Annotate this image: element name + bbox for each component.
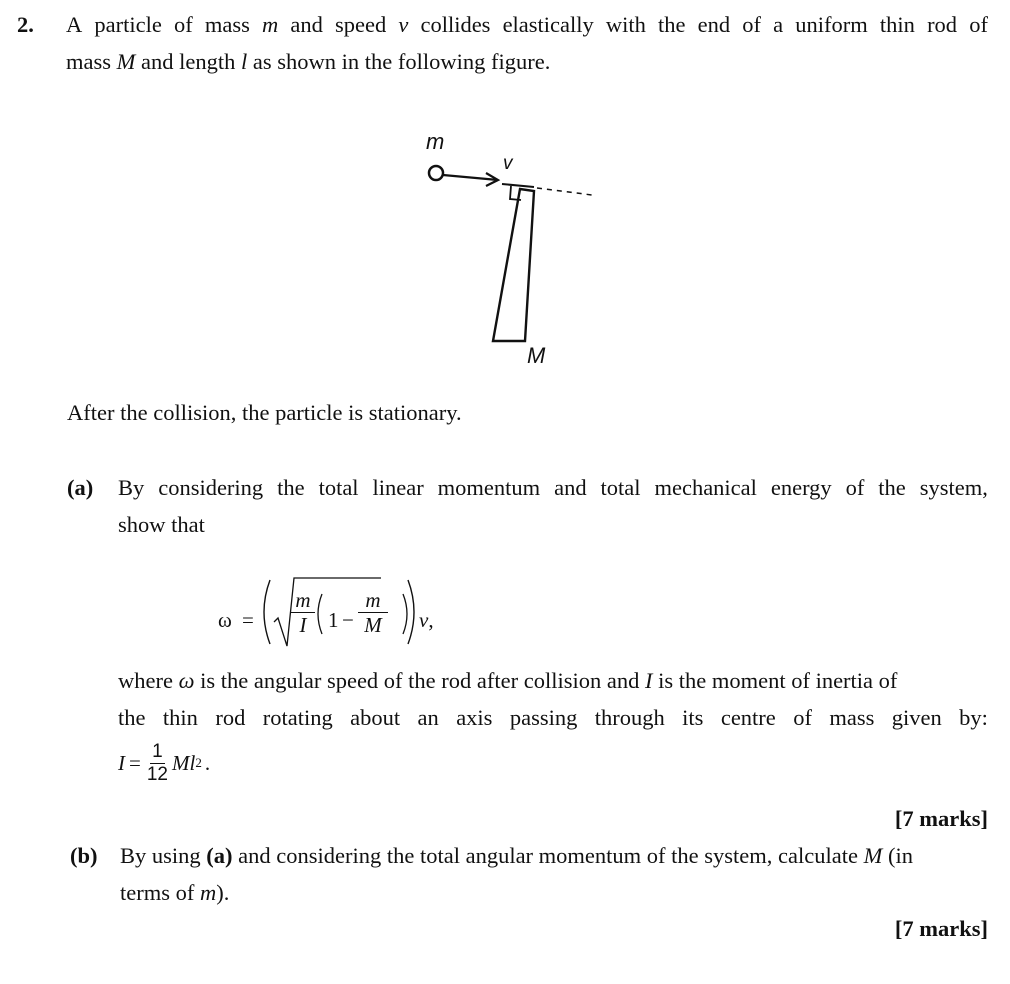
word: linear: [372, 475, 424, 500]
word: By: [118, 475, 145, 500]
reference-line: [502, 184, 534, 187]
word: elastically: [502, 12, 594, 37]
eq-omega: ω: [218, 608, 232, 632]
inertia-formula: I = $\frac{1}{12}$ Ml 2 .: [118, 741, 211, 785]
word: system,: [919, 475, 988, 500]
rod-mass-label: M: [527, 343, 546, 368]
word: the: [277, 475, 305, 500]
word: of: [969, 12, 988, 37]
word: total: [318, 475, 359, 500]
word: about: [350, 705, 401, 730]
word: particle: [94, 12, 162, 37]
word: momentum: [437, 475, 541, 500]
word: of: [793, 705, 812, 730]
word: with: [605, 12, 646, 37]
part-a-marks: [7 marks]: [894, 806, 988, 831]
word: and: [554, 475, 587, 500]
eq-velocity: v,: [419, 608, 434, 632]
word: energy: [770, 475, 832, 500]
word: uniform: [795, 12, 868, 37]
word: the: [878, 475, 906, 500]
word: end: [697, 12, 731, 37]
part-b-line1: By using (a) and considering the total angular momentum of the system, calculate M (in: [120, 843, 913, 868]
word: mass: [204, 12, 250, 37]
word: centre: [720, 705, 776, 730]
word: speed: [334, 12, 387, 37]
word: of: [845, 475, 865, 500]
dashed-extension: [537, 188, 592, 195]
word: rod: [215, 705, 246, 730]
particle: [429, 166, 443, 180]
part-b-line2: terms of m).: [120, 880, 230, 905]
part-a-line1: [118, 477, 988, 500]
word: mechanical: [654, 475, 757, 500]
word: mass: [829, 705, 875, 730]
word: thin: [162, 705, 198, 730]
word: passing: [509, 705, 578, 730]
word: through: [594, 705, 665, 730]
eq-equals: =: [242, 608, 254, 632]
word: an: [417, 705, 439, 730]
word: by:: [959, 705, 988, 730]
word: total: [600, 475, 641, 500]
eq-frac-m-over-M: m M: [358, 588, 388, 637]
word: of: [173, 12, 193, 37]
word: rod: [927, 12, 958, 37]
after-collision-text: After the collision, the particle is stationary.: [67, 400, 462, 425]
part-a-where-line1: where ω is the angular speed of the rod after collision and I is the moment of inertia of: [118, 668, 898, 693]
question-intro-line2: mass M and length l as shown in the following figure.: [66, 49, 551, 74]
eq-frac-m-over-I: m I: [291, 588, 315, 637]
particle-mass-label: m: [426, 129, 445, 154]
word: axis: [456, 705, 493, 730]
eq-minus: −: [342, 608, 354, 632]
eq-one: 1: [328, 608, 339, 632]
word: and: [290, 12, 323, 37]
velocity-label: v: [503, 153, 513, 174]
word: A: [66, 12, 83, 37]
part-a-where-line2: [118, 707, 988, 730]
rod-collision-figure: [410, 125, 610, 375]
word: v: [398, 12, 409, 37]
word: of: [742, 12, 762, 37]
part-a-label: (a): [67, 475, 94, 500]
word: a: [773, 12, 784, 37]
question-intro-line1: [66, 14, 988, 37]
word: thin: [879, 12, 915, 37]
rod: [493, 189, 534, 341]
word: rotating: [262, 705, 333, 730]
word: its: [682, 705, 704, 730]
word: the: [658, 12, 686, 37]
part-a-line2: show that: [118, 512, 205, 537]
question-number: 2.: [17, 12, 34, 37]
word: collides: [420, 12, 491, 37]
word: considering: [158, 475, 264, 500]
part-b-label: (b): [70, 843, 98, 868]
word: the: [118, 705, 146, 730]
part-b-marks: [7 marks]: [894, 916, 988, 941]
word: given: [891, 705, 942, 730]
word: m: [261, 12, 279, 37]
